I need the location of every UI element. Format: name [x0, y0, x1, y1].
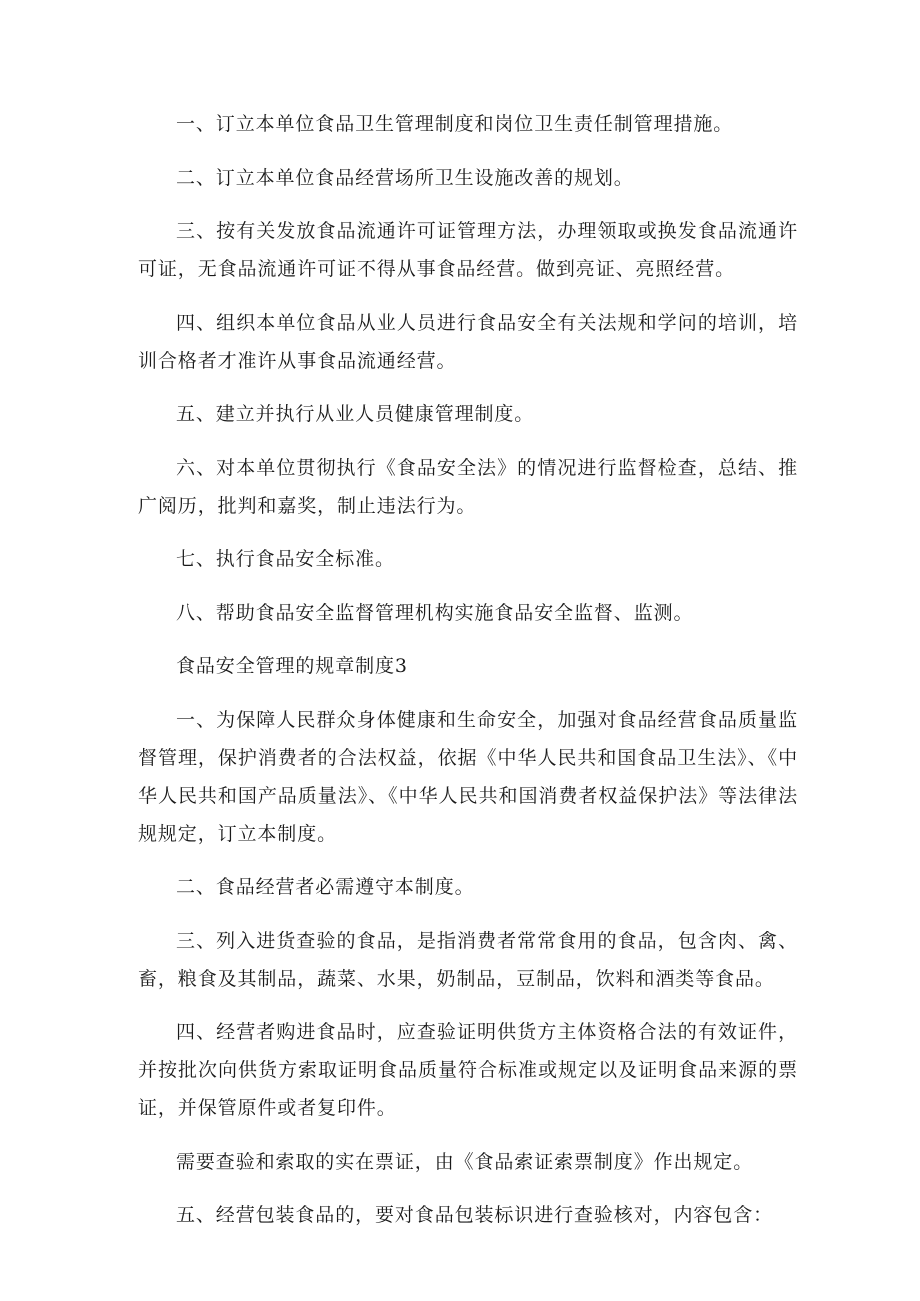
section-heading: 食品安全管理的规章制度3	[176, 655, 408, 677]
paragraph-10: 二、食品经营者必需遵守本制度。	[176, 876, 475, 898]
paragraph-6: 六、对本单位贯彻执行《食品安全法》的情况进行监督检查，总结、推广阅历，批判和嘉奖，制止违法行为。	[138, 456, 798, 517]
paragraph-7: 七、执行食品安全标准。	[176, 548, 395, 570]
paragraph-1: 一、订立本单位食品卫生管理制度和岗位卫生责任制管理措施。	[176, 113, 734, 135]
paragraph-9: 一、为保障人民群众身体健康和生命安全，加强对食品经营食品质量监督管理，保护消费者的合法权益，依据《中华人民共和国食品卫生法》、《中华人民共和国产品质量法》、《中华人民共和国消费者权益保护法》等法律法规规定，订立本制度。	[138, 708, 798, 845]
paragraph-11: 三、列入进货查验的食品，是指消费者常常食用的食品，包含肉、禽、畜，粮食及其制品，蔬菜、水果，奶制品，豆制品，饮料和酒类等食品。	[138, 929, 798, 990]
paragraph-2: 二、订立本单位食品经营场所卫生设施改善的规划。	[176, 166, 634, 189]
paragraph-3: 三、按有关发放食品流通许可证管理方法，办理领取或换发食品流通许可证，无食品流通许可证不得从事食品经营。做到亮证、亮照经营。	[138, 220, 798, 280]
paragraph-4: 四、组织本单位食品从业人员进行食品安全有关法规和学问的培训，培训合格者才准许从事食品流通经营。	[138, 311, 798, 372]
paragraph-8: 八、帮助食品安全监督管理机构实施食品安全监督、监测。	[176, 601, 694, 624]
paragraph-13: 需要查验和索取的实在票证，由《食品索证索票制度》作出规定。	[176, 1150, 754, 1173]
paragraph-14: 五、经营包装食品的，要对食品包装标识进行查验核对，内容包含：	[176, 1204, 774, 1226]
paragraph-5: 五、建立并执行从业人员健康管理制度。	[176, 403, 535, 425]
paragraph-12: 四、经营者购进食品时，应查验证明供货方主体资格合法的有效证件，并按批次向供货方索取证明食品质量符合标准或规定以及证明食品来源的票证，并保管原件或者复印件。	[138, 1021, 798, 1119]
document-body	[138, 105, 798, 1250]
